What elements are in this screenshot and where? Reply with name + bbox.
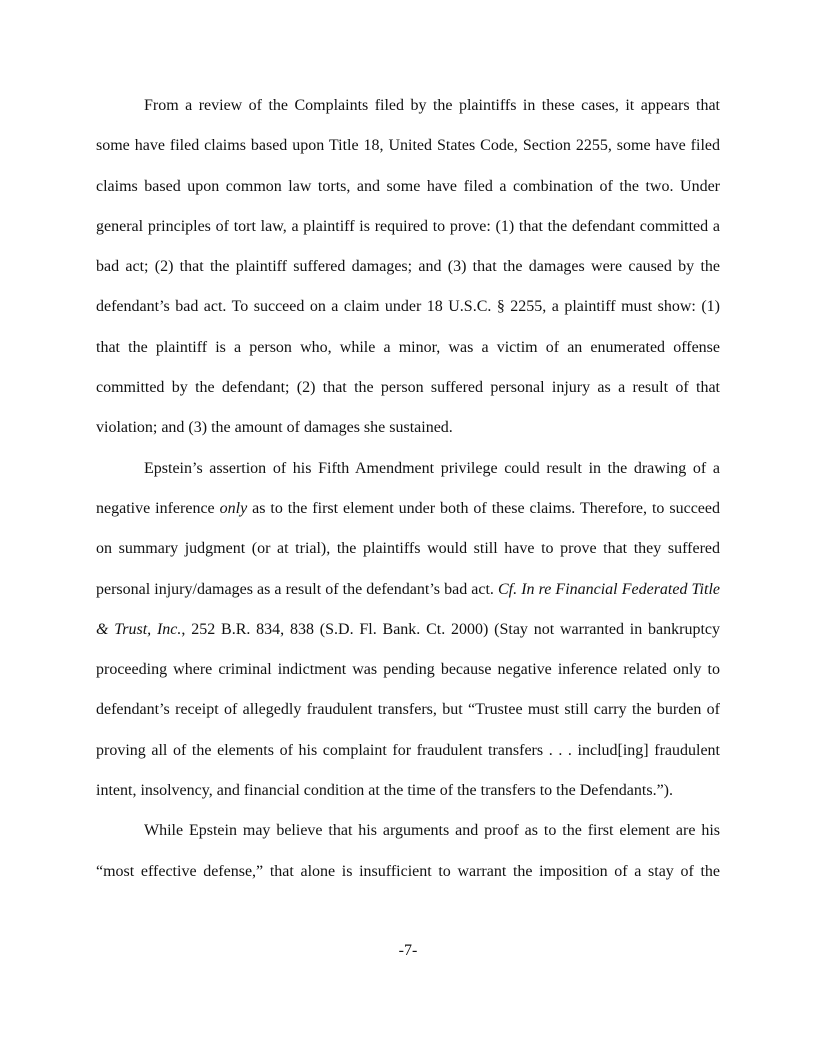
paragraph-3 [96,811,720,892]
paragraph-1-text: From a review of the Complaints filed by the plaintiffs in these cases, it appears that some have filed claims based upon Title 18, United States Code, Section 2255, some have filed claims based upon common law torts, and some have filed a combination of the two. Under general principles of tort law, a plaintiff is required to prove: (1) that the defendant committed a bad act; (2) that the plaintiff suffered damages; and (3) that the damages were caused by the defendant’s bad act. To succeed on a claim under 18 U.S.C. § 2255, a plaintiff must show: (1) that the plaintiff is a person who, while a minor, was a victim of an enumerated offense committed by the defendant; (2) that the person suffered personal injury as a result of that violation; and (3) the amount of damages she sustained. [96,97,720,437]
case-citation-name: Cf. In re Financial Federated Title & Trust, Inc. [96,580,720,638]
paragraph-2-text-c: , 252 B.R. 834, 838 (S.D. Fl. Bank. Ct. 2000) (Stay not warranted in bankruptcy proceeding where criminal indictment was pending because negative inference related only to defendant’s receipt of allegedly fraudulent transfers, but “Trustee must still carry the burden of proving all of the elements of his complaint for fraudulent transfers . . . includ[ing] fraudulent intent, insolvency, and financial condition at the time of the transfers to the Defendants.”). [96,620,720,800]
paragraph-2-emphasis-only: only [219,499,248,517]
page-number: -7- [398,942,418,959]
paragraph-3-text: While Epstein may believe that his arguments and proof as to the first element are his “most effective defense,” that alone is insufficient to warrant the imposition of a stay of the [96,822,720,880]
paragraph-1 [96,86,720,449]
paragraph-2 [96,449,720,812]
paragraph-2-text-b: as to the first element under both of these claims. Therefore, to succeed on summary judgment (or at trial), the plaintiffs would still have to prove that they suffered personal injury/damages as a result of the defendant’s bad act. [96,499,721,598]
paragraph-2-text-a: Epstein’s assertion of his Fifth Amendment privilege could result in the drawing of a negative inference [96,459,720,517]
body-text [96,86,720,892]
